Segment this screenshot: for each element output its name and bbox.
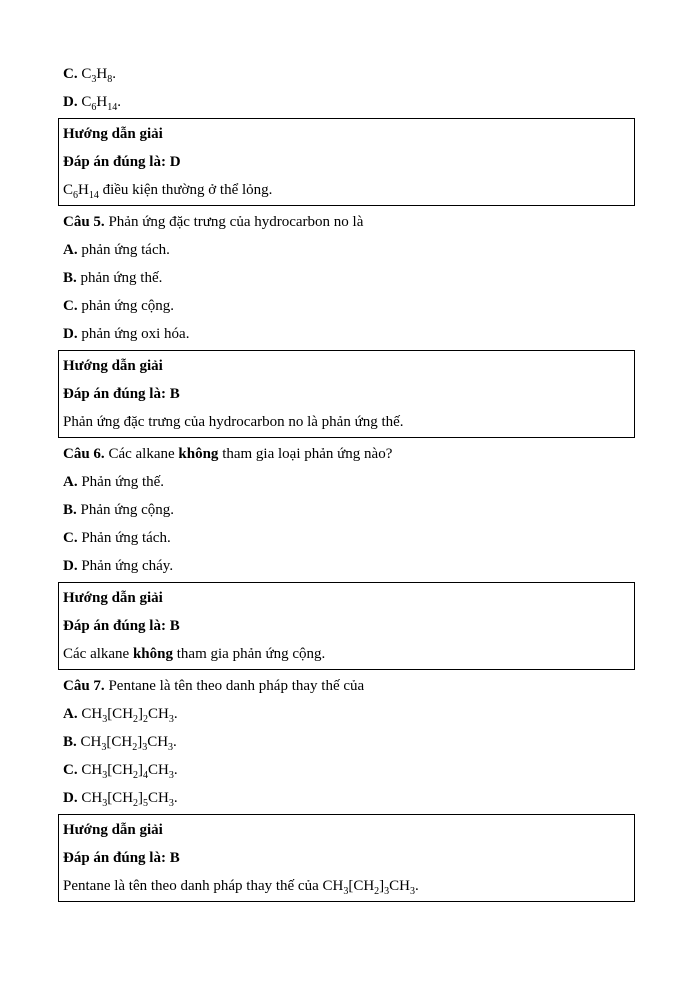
question-7-option-a: A. $CH_3[CH_2]_2CH_3$. <box>63 706 178 725</box>
question-5-prompt: Câu 5. Phản ứng đặc trưng của hydrocarbon no là <box>63 214 364 230</box>
question-5-option-a: A. phản ứng tách. <box>63 242 170 258</box>
question-6-option-b: B. Phản ứng cộng. <box>63 502 175 518</box>
question-7-option-d: D. $CH_3[CH_2]_5CH_3$. <box>63 790 178 809</box>
question-5-option-d: D. phản ứng oxi hóa. <box>63 326 190 342</box>
answer-option-d: D. $C_6H_{14}$. <box>63 94 121 113</box>
solution-title: Hướng dẫn giải <box>63 126 163 142</box>
solution-title: Hướng dẫn giải <box>63 590 163 606</box>
answer-option-c: C. $C_3H_8$. <box>63 66 116 85</box>
solution-box <box>58 582 635 670</box>
solution-explanation: Phản ứng đặc trưng của hydrocarbon no là phản ứng thế. <box>63 414 404 430</box>
question-5-option-c: C. phản ứng cộng. <box>63 298 175 314</box>
solution-box <box>58 118 635 206</box>
question-6-option-d: D. Phản ứng cháy. <box>63 558 174 574</box>
solution-title: Hướng dẫn giải <box>63 822 163 838</box>
solution-explanation: Các alkane không tham gia phản ứng cộng. <box>63 646 326 662</box>
solution-title: Hướng dẫn giải <box>63 358 163 374</box>
question-6-prompt: Câu 6. Các alkane không tham gia loại phản ứng nào? <box>63 446 393 462</box>
solution-explanation: $C_6H_{14}$ điều kiện thường ở thể lỏng. <box>63 182 273 201</box>
solution-answer: Đáp án đúng là: B <box>63 386 180 402</box>
question-6-option-a: A. Phản ứng thế. <box>63 474 165 490</box>
question-5-option-b: B. phản ứng thế. <box>63 270 163 286</box>
solution-box <box>58 814 635 902</box>
solution-box <box>58 350 635 438</box>
solution-explanation: Pentane là tên theo danh pháp thay thế của $CH_3[CH_2]_3CH_3$. <box>63 878 419 897</box>
solution-answer: Đáp án đúng là: D <box>63 154 181 170</box>
question-7-prompt: Câu 7. Pentane là tên theo danh pháp thay thế của <box>63 678 365 694</box>
solution-answer: Đáp án đúng là: B <box>63 618 180 634</box>
solution-answer: Đáp án đúng là: B <box>63 850 180 866</box>
question-7-option-b: B. $CH_3[CH_2]_3CH_3$. <box>63 734 177 753</box>
question-7-option-c: C. $CH_3[CH_2]_4CH_3$. <box>63 762 178 781</box>
question-6-option-c: C. Phản ứng tách. <box>63 530 171 546</box>
